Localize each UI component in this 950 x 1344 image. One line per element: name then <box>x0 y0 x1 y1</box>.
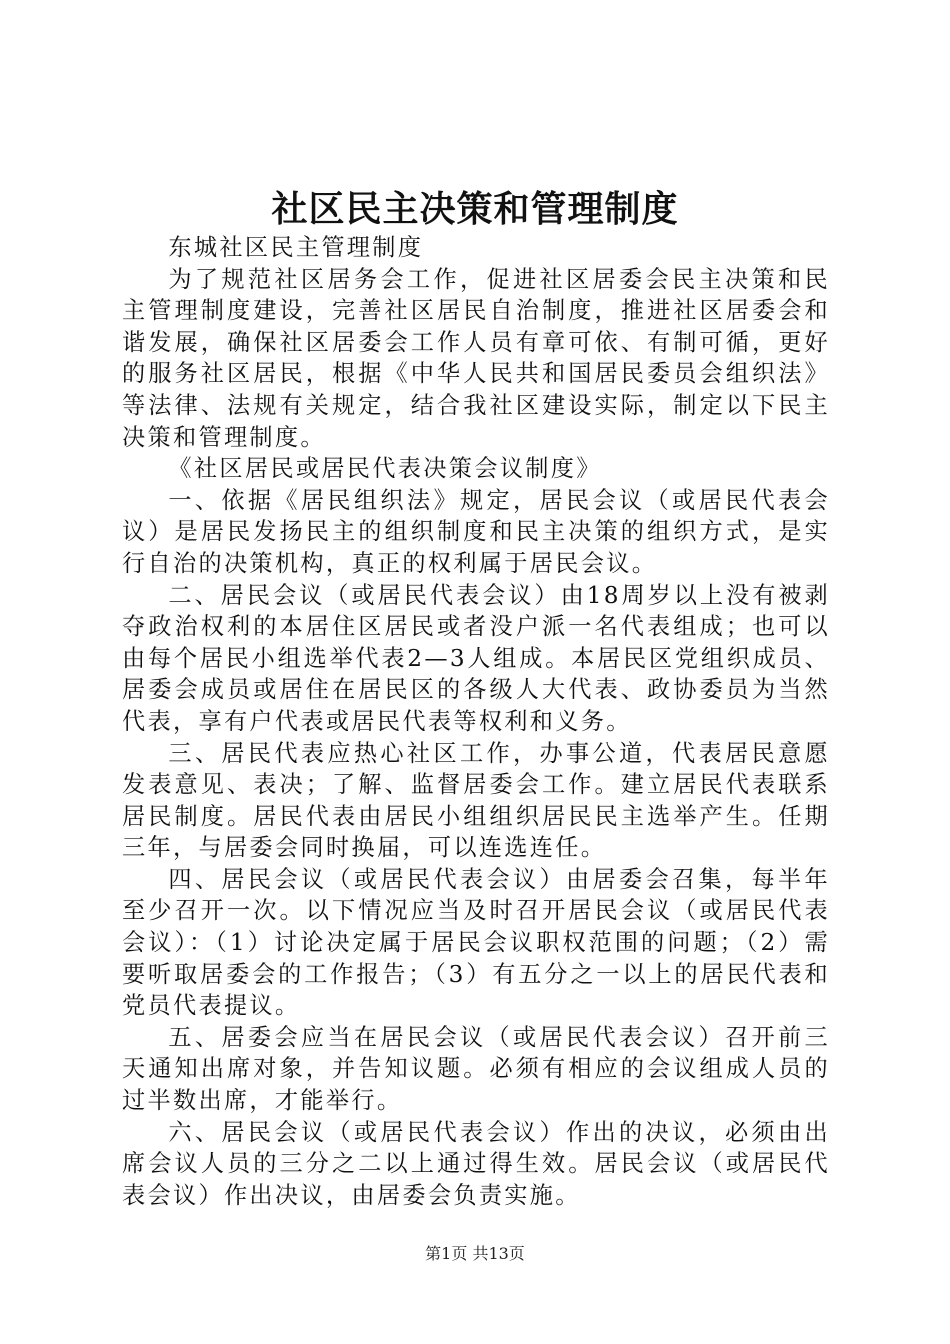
paragraph-subtitle: 东城社区民主管理制度 <box>168 234 424 261</box>
document-body <box>122 232 830 1211</box>
page-footer: 第1页 共13页 <box>425 1244 525 1263</box>
paragraph-item-3: 三、居民代表应热心社区工作，办事公道，代表居民意愿发表意见、表决；了解、监督居委会工作。建立居民代表联系居民制度。居民代表由居民小组组织居民民主选举产生。任期三年，与居委会同时换届，可以连选连任。 <box>122 739 830 862</box>
paragraph-item-4: 四、居民会议（或居民代表会议）由居委会召集，每半年至少召开一次。以下情况应当及时召开居民会议（或居民代表会议）：（1）讨论决定属于居民会议职权范围的问题；（2）需要听取居委会的工作报告；（3）有五分之一以上的居民代表和党员代表提议。 <box>122 865 830 1020</box>
paragraph-item-1: 一、依据《居民组织法》规定，居民会议（或居民代表会议）是居民发扬民主的组织制度和民主决策的组织方式，是实行自治的决策机构，真正的权利属于居民会议。 <box>122 486 830 577</box>
paragraph-item-5: 五、居委会应当在居民会议（或居民代表会议）召开前三天通知出席对象，并告知议题。必须有相应的会议组成人员的过半数出席，才能举行。 <box>122 1023 830 1115</box>
paragraph-item-6: 六、居民会议（或居民代表会议）作出的决议，必须由出席会议人员的三分之二以上通过得生效。居民会议（或居民代表会议）作出决议，由居委会负责实施。 <box>122 1118 830 1209</box>
section-heading: 《社区居民或居民代表决策会议制度》 <box>168 455 602 483</box>
paragraph-intro: 为了规范社区居务会工作，促进社区居委会民主决策和民主管理制度建设，完善社区居民自治制度，推进社区居委会和谐发展，确保社区居委会工作人员有章可依、有制可循，更好的服务社区居民，根据《中华人民共和国居民委员会组织法》等法律、法规有关规定，结合我社区建设实际，制定以下民主决策和管理制度。 <box>122 265 830 451</box>
paragraph-item-2: 二、居民会议（或居民代表会议）由18周岁以上没有被剥夺政治权利的本居住区居民或者没户派一名代表组成；也可以由每个居民小组选举代表2—3人组成。本居民区党组织成员、居委会成员或居住在居民区的各级人大代表、政协委员为当然代表，享有户代表或居民代表等权利和义务。 <box>122 581 830 735</box>
page-title: 社区民主决策和管理制度 <box>271 188 679 230</box>
